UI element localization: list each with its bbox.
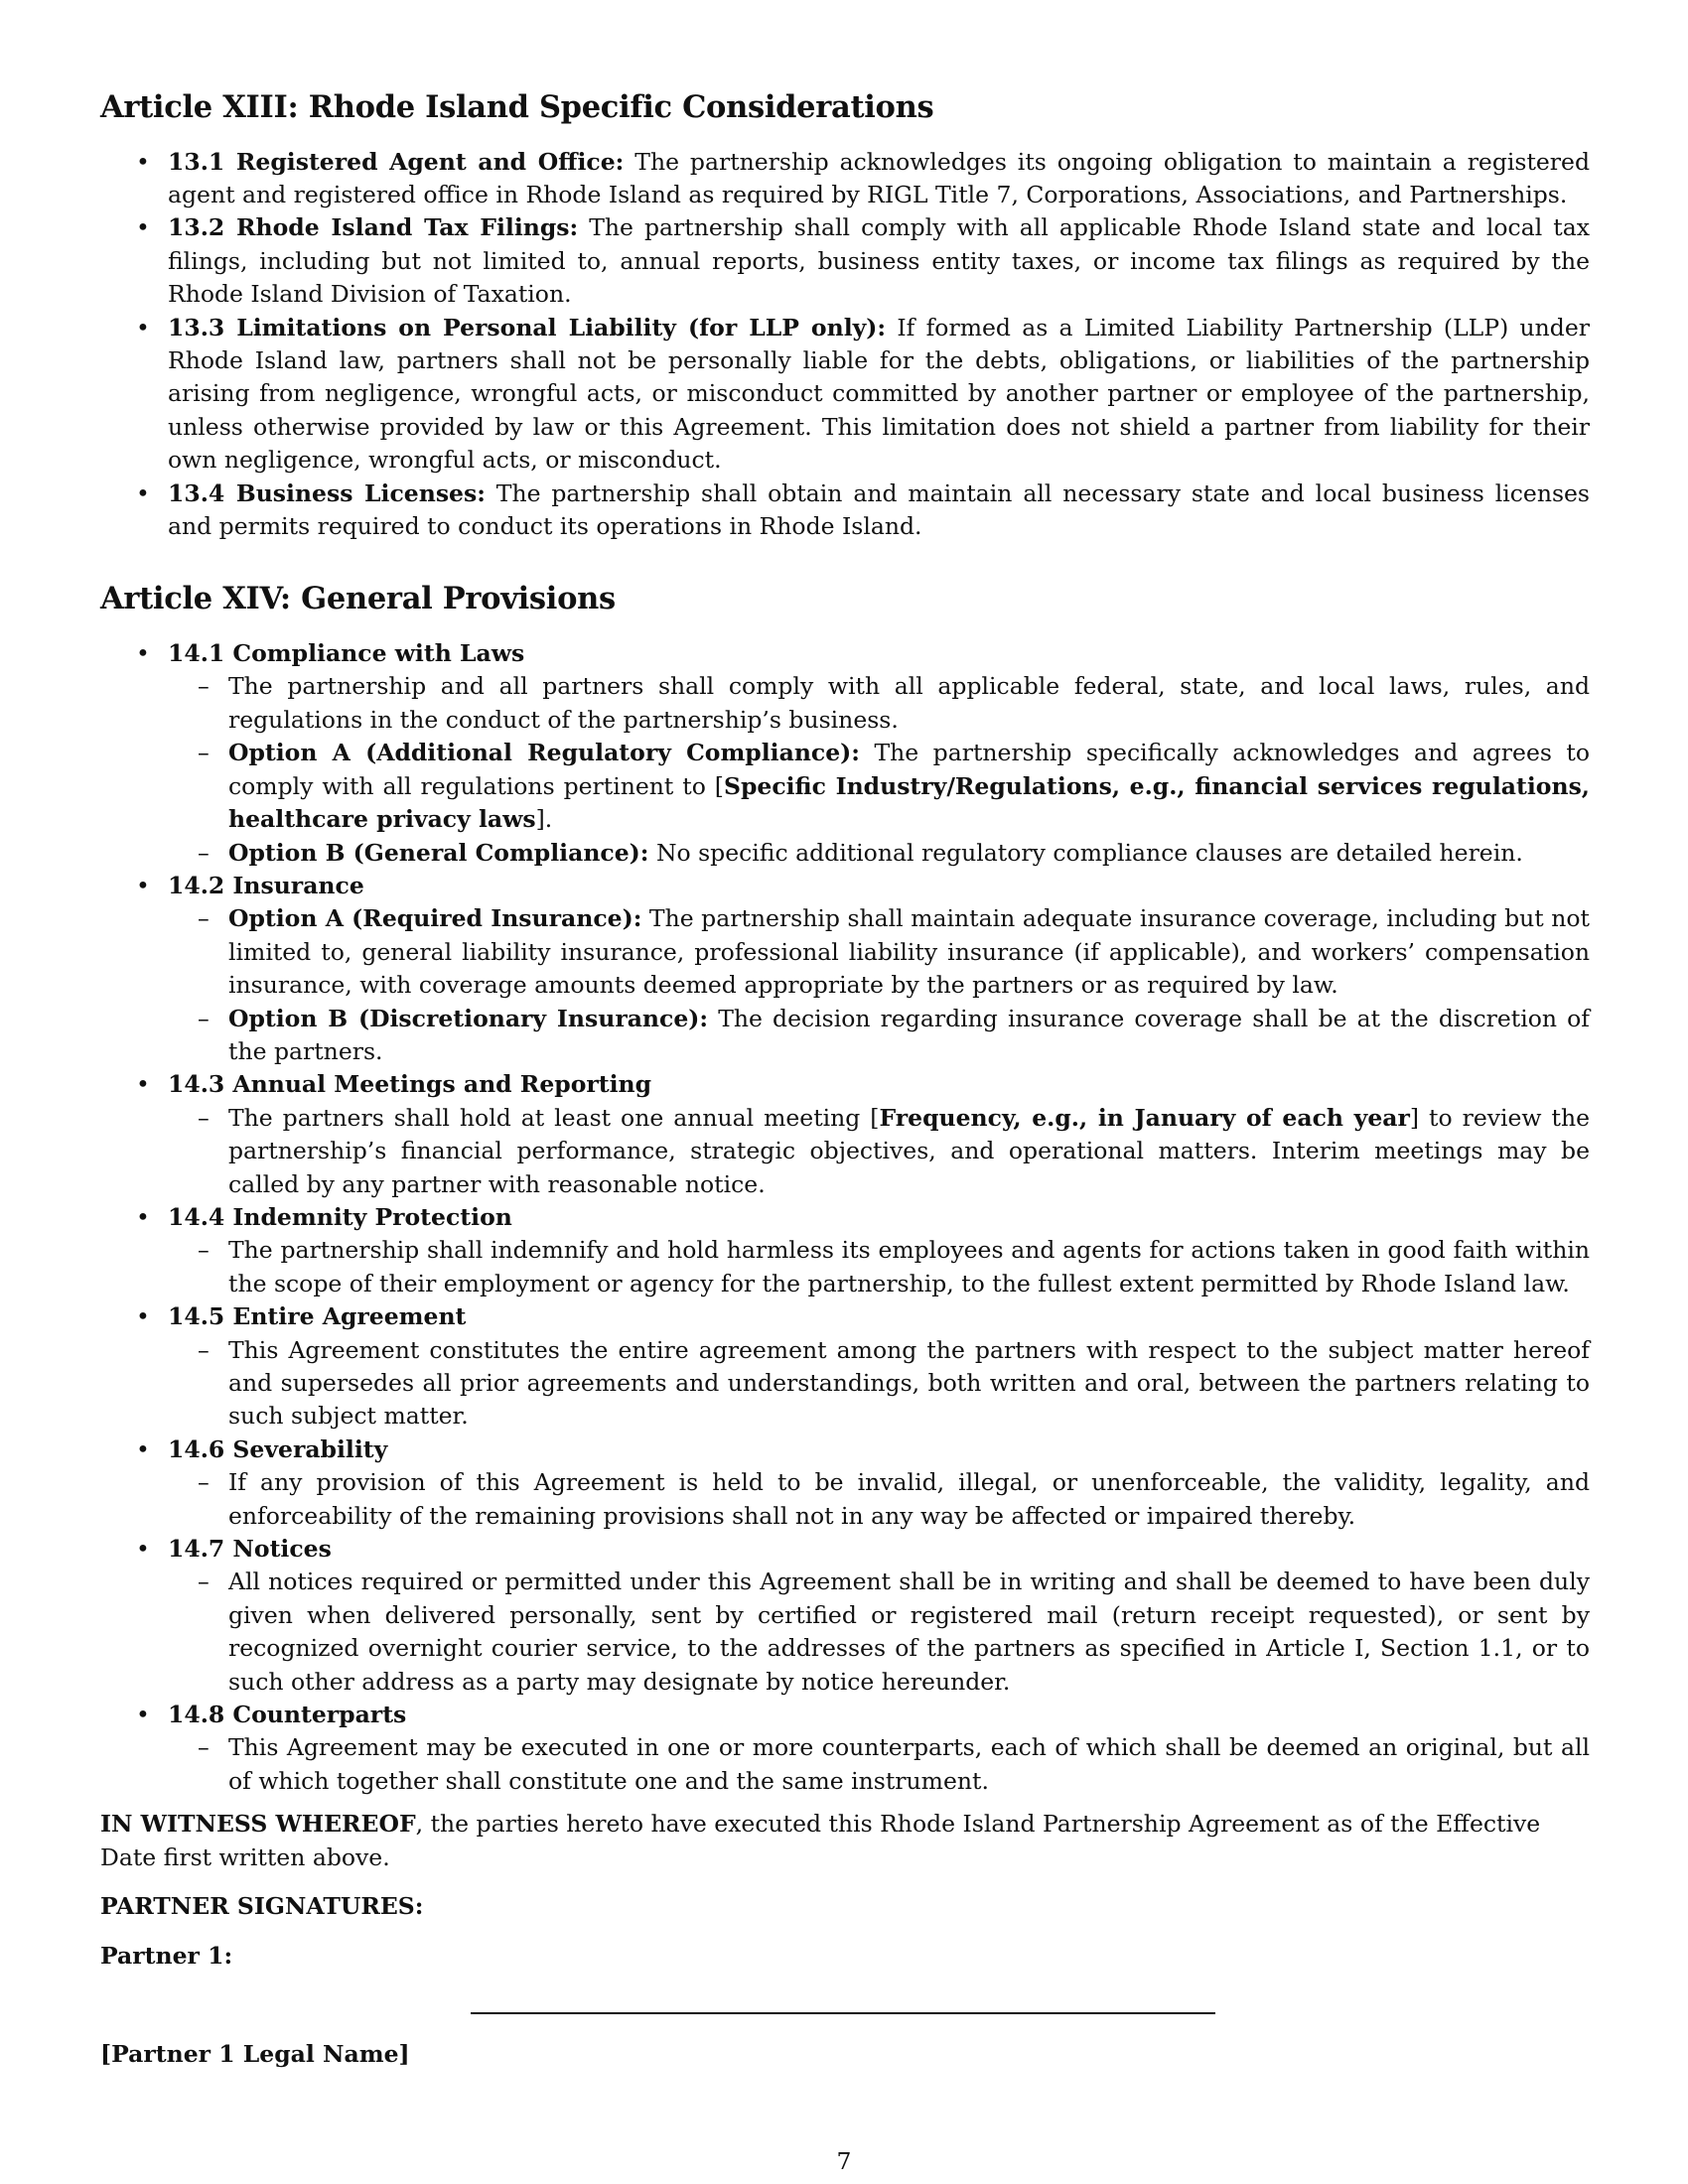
section-title: 14.8 Counterparts [168, 1701, 407, 1729]
signatures-heading: PARTNER SIGNATURES: [100, 1892, 424, 1921]
sub-list [168, 1334, 1590, 1433]
partner-label: Partner 1: [100, 1941, 233, 1970]
placeholder-text: Frequency, e.g., in January of each year [879, 1103, 1410, 1132]
option-text: The decision regarding insurance coverage shall be at the discretion of the partners. [228, 1004, 1590, 1065]
clause-label: 13.2 Rhode Island Tax Filings: [168, 213, 579, 242]
sub-item: – All notices required or permitted under this Agreement shall be in writing and shall be deemed to have been duly given when delivered personally, sent by certified or registered mail (return receipt requested), or sent by recognized overnight courier service, to the addresses of the partners as specified in Article I, Section 1.1, or to such other address as a party may designate by notice hereunder. [168, 1566, 1590, 1699]
clause-text: The partners shall hold at least one annual meeting [ [228, 1103, 880, 1132]
sub-list [168, 670, 1590, 869]
sub-list [168, 1466, 1590, 1533]
section-14-4 [100, 1201, 1590, 1300]
list-item [100, 211, 1590, 311]
option-text: The partnership specifically acknowledges and agrees to comply with all regulations pertinent to [ [228, 739, 1590, 800]
section-title: 14.5 Entire Agreement [168, 1302, 467, 1331]
sub-item: – The partnership shall indemnify and hold harmless its employees and agents for actions taken in good faith within the scope of their employment or agency for the partnership, to the fullest extent permitted by Rhode Island law. [168, 1234, 1590, 1300]
list-item [100, 146, 1590, 212]
sub-list [168, 1731, 1590, 1798]
sub-item [168, 737, 1590, 836]
clause-text: The partnership shall comply with all applicable Rhode Island state and local tax filings, including but not limited to, annual reports, business entity taxes, or income tax filings as required by the Rhode Island Division of Taxation. [168, 213, 1590, 309]
sub-item [168, 902, 1590, 1002]
sub-item [168, 1102, 1590, 1201]
placeholder-text: Specific Industry/Regulations, e.g., financial services regulations, healthcare privacy laws [228, 771, 1590, 834]
clause-label: 13.4 Business Licenses: [168, 478, 486, 507]
option-label: Option A (Required Insurance): [228, 904, 642, 933]
section-title: 14.3 Annual Meetings and Reporting [168, 1070, 652, 1099]
clause-text: The partnership acknowledges its ongoing obligation to maintain a registered agent and registered office in Rhode Island as required by RIGL Title 7, Corporations, Associations, and Partnerships. [168, 147, 1590, 208]
article-14-list [100, 637, 1590, 1798]
document-page [100, 89, 1590, 2068]
section-14-8 [100, 1699, 1590, 1798]
article-13-heading: Article XIII: Rhode Island Specific Considerations [100, 89, 934, 125]
section-title: 14.1 Compliance with Laws [168, 639, 525, 668]
sub-item: – The partnership and all partners shall comply with all applicable federal, state, and local laws, rules, and regulations in the conduct of the partnership’s business. [168, 670, 1590, 737]
sub-list [168, 1234, 1590, 1300]
list-item [100, 312, 1590, 478]
sub-list [168, 1102, 1590, 1201]
section-title: 14.7 Notices [168, 1535, 332, 1564]
witness-text: , the parties hereto have executed this Rhode Island Partnership Agreement as of the Effective Date first written above. [100, 1810, 1541, 1871]
article-13-list [100, 146, 1590, 544]
page-number: 7 [836, 2147, 852, 2175]
option-label: Option B (Discretionary Insurance): [228, 1004, 709, 1032]
sub-item: – This Agreement constitutes the entire agreement among the partners with respect to the subject matter hereof and supersedes all prior agreements and understandings, both written and oral, between the partners relating to such subject matter. [168, 1334, 1590, 1433]
option-text: No specific additional regulatory compliance clauses are detailed herein. [648, 838, 1523, 867]
signature-line [471, 2012, 1215, 2014]
list-item [100, 478, 1590, 544]
section-title: 14.4 Indemnity Protection [168, 1202, 512, 1231]
witness-lead: IN WITNESS WHEREOF [100, 1810, 416, 1839]
section-14-2 [100, 870, 1590, 1068]
section-14-5 [100, 1300, 1590, 1433]
clause-text: The partnership shall obtain and maintain all necessary state and local business licenses and permits required to conduct its operations in Rhode Island. [168, 478, 1590, 541]
sub-list [168, 902, 1590, 1068]
sub-item [168, 1003, 1590, 1069]
sub-list [168, 1566, 1590, 1699]
option-label: Option B (General Compliance): [228, 838, 649, 867]
section-title: 14.2 Insurance [168, 871, 364, 899]
clause-label: 13.3 Limitations on Personal Liability (for LLP only): [168, 313, 887, 341]
sub-item: – If any provision of this Agreement is held to be invalid, illegal, or unenforceable, the validity, legality, and enforceability of the remaining provisions shall not in any way be affected or impaired thereby. [168, 1466, 1590, 1533]
section-14-3 [100, 1068, 1590, 1201]
witness-clause [100, 1808, 1590, 1874]
sub-item [168, 837, 1590, 870]
clause-label: 13.1 Registered Agent and Office: [168, 147, 625, 176]
section-title: 14.6 Severability [168, 1434, 388, 1463]
section-14-7 [100, 1533, 1590, 1699]
clause-text-end: ] to review the partnership’s financial performance, strategic objectives, and operational matters. Interim meetings may be called by any partner with reasonable notice. [228, 1103, 1590, 1198]
sub-item: – This Agreement may be executed in one or more counterparts, each of which shall be deemed an original, but all of which together shall constitute one and the same instrument. [168, 1731, 1590, 1798]
partner-name: [Partner 1 Legal Name] [100, 2040, 410, 2068]
article-14-heading: Article XIV: General Provisions [100, 581, 616, 617]
clause-text: If formed as a Limited Liability Partnership (LLP) under Rhode Island law, partners shall not be personally liable for the debts, obligations, or liabilities of the partnership arising from negligence, wrongful acts, or misconduct committed by another partner or employee of the partnership, unless otherwise provided by law or this Agreement. This limitation does not shield a partner from liability for their own negligence, wrongful acts, or misconduct. [168, 313, 1590, 475]
section-14-6 [100, 1433, 1590, 1533]
option-label: Option A (Additional Regulatory Compliance): [228, 739, 860, 767]
option-text-end: ]. [535, 805, 553, 834]
option-text: The partnership shall maintain adequate insurance coverage, including but not limited to, general liability insurance, professional liability insurance (if applicable), and workers’ compensation insurance, with coverage amounts deemed appropriate by the partners or as required by law. [228, 904, 1590, 1000]
section-14-1 [100, 637, 1590, 870]
